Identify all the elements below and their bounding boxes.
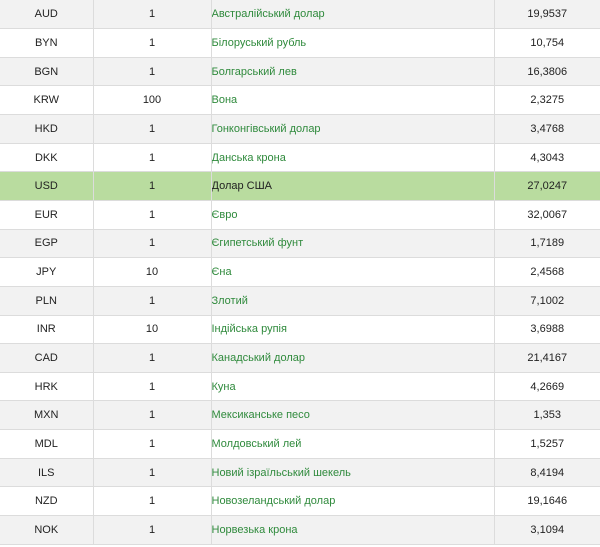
currency-units: 1 xyxy=(93,430,211,459)
currency-name-link[interactable]: Новозеландський долар xyxy=(211,495,336,508)
exchange-rate: 27,0247 xyxy=(527,180,568,193)
currency-name-link[interactable]: Індійська рупія xyxy=(211,323,287,336)
currency-units: 1 xyxy=(93,344,211,373)
exchange-rate: 4,2669 xyxy=(530,380,565,393)
currency-units: 1 xyxy=(93,29,211,58)
table-row xyxy=(0,229,600,258)
currency-code: NZD xyxy=(0,487,93,516)
currency-name-link[interactable]: Куна xyxy=(211,380,236,393)
table-row xyxy=(0,143,600,172)
exchange-rate: 1,5257 xyxy=(530,437,565,450)
currency-name-link[interactable]: Новий ізраїльський шекель xyxy=(211,466,351,479)
currency-code: MXN xyxy=(0,401,93,430)
table-row xyxy=(0,0,600,29)
table-row xyxy=(0,86,600,115)
currency-code: ILS xyxy=(0,458,93,487)
table-row xyxy=(0,372,600,401)
currency-units: 1 xyxy=(93,286,211,315)
exchange-rate: 10,754 xyxy=(530,36,565,49)
currency-name-link[interactable]: Вона xyxy=(211,94,238,107)
currency-units: 10 xyxy=(93,258,211,287)
currency-name-cell xyxy=(211,115,494,144)
exchange-rate: 8,4194 xyxy=(530,466,565,479)
currency-code: AUD xyxy=(0,0,93,29)
currency-name-cell xyxy=(211,372,494,401)
currency-name-cell xyxy=(211,286,494,315)
currency-code: BYN xyxy=(0,29,93,58)
exchange-rate: 4,3043 xyxy=(530,151,565,164)
currency-name-cell xyxy=(211,258,494,287)
currency-units: 10 xyxy=(93,315,211,344)
table-row xyxy=(0,258,600,287)
currency-name-link[interactable]: Єгипетський фунт xyxy=(211,237,304,250)
table-row xyxy=(0,315,600,344)
currency-name-link[interactable]: Долар США xyxy=(211,180,273,193)
table-row xyxy=(0,115,600,144)
currency-name-link[interactable]: Білоруський рубль xyxy=(211,36,307,49)
exchange-rate: 19,9537 xyxy=(527,8,568,21)
currency-code: EGP xyxy=(0,229,93,258)
currency-name-link[interactable]: Мексиканське песо xyxy=(211,409,310,422)
currency-name-cell xyxy=(211,401,494,430)
currency-name-cell xyxy=(211,172,494,201)
currency-name-link[interactable]: Данська крона xyxy=(211,151,286,164)
currency-units: 1 xyxy=(93,372,211,401)
currency-code: KRW xyxy=(0,86,93,115)
table-row xyxy=(0,57,600,86)
currency-name-cell xyxy=(211,458,494,487)
currency-name-cell xyxy=(211,516,494,545)
table-row xyxy=(0,430,600,459)
currency-name-link[interactable]: Гонконгівський долар xyxy=(211,122,321,135)
currency-units: 1 xyxy=(93,57,211,86)
currency-units: 1 xyxy=(93,487,211,516)
currency-code: BGN xyxy=(0,57,93,86)
currency-units: 1 xyxy=(93,143,211,172)
currency-name-cell xyxy=(211,344,494,373)
currency-code: EUR xyxy=(0,200,93,229)
exchange-rate: 1,353 xyxy=(533,409,562,422)
currency-name-cell xyxy=(211,229,494,258)
currency-code: NOK xyxy=(0,516,93,545)
currency-code: JPY xyxy=(0,258,93,287)
currency-name-link[interactable]: Австралійський долар xyxy=(211,8,325,21)
currency-name-cell xyxy=(211,0,494,29)
currency-code: PLN xyxy=(0,286,93,315)
table-row xyxy=(0,401,600,430)
currency-code: INR xyxy=(0,315,93,344)
exchange-rate: 7,1002 xyxy=(530,294,565,307)
currency-code: HKD xyxy=(0,115,93,144)
currency-name-link[interactable]: Норвезька крона xyxy=(211,523,298,536)
currency-code: USD xyxy=(0,172,93,201)
currency-units: 100 xyxy=(93,86,211,115)
table-row xyxy=(0,516,600,545)
exchange-rate: 1,7189 xyxy=(530,237,565,250)
currency-units: 1 xyxy=(93,115,211,144)
exchange-rate: 32,0067 xyxy=(527,208,568,221)
table-row xyxy=(0,286,600,315)
currency-name-cell xyxy=(211,487,494,516)
currency-units: 1 xyxy=(93,0,211,29)
currency-code: HRK xyxy=(0,372,93,401)
exchange-rate: 3,1094 xyxy=(530,523,565,536)
currency-name-cell xyxy=(211,29,494,58)
currency-name-cell xyxy=(211,57,494,86)
currency-name-link[interactable]: Єна xyxy=(211,266,232,279)
currency-units: 1 xyxy=(93,200,211,229)
exchange-rate: 2,3275 xyxy=(530,94,565,107)
currency-name-link[interactable]: Болгарський лев xyxy=(211,65,297,78)
currency-units: 1 xyxy=(93,401,211,430)
currency-name-cell xyxy=(211,430,494,459)
currency-name-cell xyxy=(211,86,494,115)
currency-code: CAD xyxy=(0,344,93,373)
currency-name-link[interactable]: Євро xyxy=(211,208,238,221)
currency-name-cell xyxy=(211,200,494,229)
currency-code: MDL xyxy=(0,430,93,459)
currency-units: 1 xyxy=(93,172,211,201)
currency-name-cell xyxy=(211,143,494,172)
table-row xyxy=(0,200,600,229)
currency-name-link[interactable]: Молдовський лей xyxy=(211,437,302,450)
currency-units: 1 xyxy=(93,458,211,487)
currency-name-link[interactable]: Злотий xyxy=(211,294,248,307)
exchange-rate: 3,6988 xyxy=(530,323,565,336)
table-row xyxy=(0,344,600,373)
table-row-highlighted xyxy=(0,172,600,201)
currency-units: 1 xyxy=(93,516,211,545)
table-row xyxy=(0,458,600,487)
table-row xyxy=(0,29,600,58)
exchange-rate: 2,4568 xyxy=(530,266,565,279)
currency-code: DKK xyxy=(0,143,93,172)
exchange-rate: 21,4167 xyxy=(527,352,568,364)
exchange-rate: 16,3806 xyxy=(527,65,568,78)
currency-name-link[interactable]: Канадський долар xyxy=(211,352,305,364)
exchange-rate: 19,1646 xyxy=(527,495,568,508)
table-row xyxy=(0,487,600,516)
currency-name-cell xyxy=(211,315,494,344)
exchange-rate: 3,4768 xyxy=(530,122,565,135)
currency-units: 1 xyxy=(93,229,211,258)
